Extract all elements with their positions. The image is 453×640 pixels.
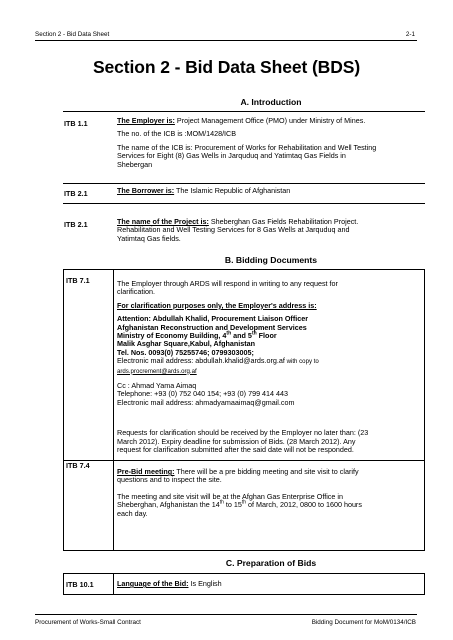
email-line xyxy=(117,357,425,366)
section-heading-preparation-of-bids: C. Preparation of Bids xyxy=(225,558,317,568)
icb-number: The no. of the ICB is :MOM/1428/ICB xyxy=(117,129,237,139)
project-line-3: Yatimtaq Gas fields. xyxy=(117,233,181,243)
organization-line: Afghanistan Reconstruction and Development Services xyxy=(117,322,307,332)
ordinal-suffix: th xyxy=(226,330,232,337)
icb-name-line-1: The name of the ICB is: Procurement of Works for Rehabilitation and Well Testing xyxy=(117,142,377,152)
cc-telephone-line: Telephone: +93 (0) 752 040 154; +93 (0) 799 414 443 xyxy=(117,389,289,399)
language-value: Is English xyxy=(188,579,222,588)
itb-7-1-text xyxy=(117,280,425,455)
clarification-heading: For clarification purposes only, the Employer's address is: xyxy=(117,300,317,310)
section-heading-bidding-documents: B. Bidding Documents xyxy=(224,255,318,265)
table-column-divider xyxy=(113,573,114,595)
itb-1-1-label: ITB 1.1 xyxy=(64,119,88,128)
borrower-label: The Borrower is: xyxy=(117,186,175,195)
itb-7-4-text xyxy=(117,468,425,518)
icb-name-line-3: Shebergan xyxy=(117,159,153,169)
section-heading-introduction: A. Introduction xyxy=(240,97,302,107)
project-value: Sheberghan Gas Fields Rehabilitation Project. xyxy=(208,217,359,226)
meeting-line-1: The meeting and site visit will be at the Afghan Gas Enterprise Office in xyxy=(117,491,343,501)
ordinal-suffix: th xyxy=(241,499,247,506)
ordinal-suffix: th xyxy=(251,330,257,337)
itb-7-1-label: ITB 7.1 xyxy=(66,276,90,285)
itb-2-1-label: ITB 2.1 xyxy=(64,189,88,198)
meeting-line-2 xyxy=(117,501,425,509)
prebid-label: Pre-Bid meeting: xyxy=(117,467,175,476)
deadline-line-2: March 2012). Expiry deadline for submission of Bids. (28 March 2012). Any xyxy=(117,436,356,446)
table-rule xyxy=(63,183,425,184)
cc-line: Cc : Ahmad Yama Aimaq xyxy=(117,381,197,391)
prebid-value: There will be a pre bidding meeting and site visit to clarify xyxy=(174,467,359,476)
page-number: 2-1 xyxy=(405,31,415,38)
table-rule xyxy=(63,460,425,461)
ministry-text: Ministry of Economy Building, 4 xyxy=(117,331,227,341)
footer-right: Bidding Document for MoM/0134/ICB xyxy=(311,619,416,626)
borrower-value: The Islamic Republic of Afghanistan xyxy=(174,186,291,195)
page-title: Section 2 - Bid Data Sheet (BDS) xyxy=(92,57,361,77)
response-line-1: The Employer through ARDS will respond in writing to any request for xyxy=(117,279,338,288)
header-rule xyxy=(35,40,417,41)
telephone-line: Tel. Nos. 0093(0) 75255746; 0799303005; xyxy=(117,347,254,357)
procurement-email-link[interactable]: ards.procrement@ards.org.af xyxy=(117,367,197,375)
employer-label: The Employer is: xyxy=(117,116,175,125)
deadline-line-1: Requests for clarification should be received by the Employer no later than: (23 xyxy=(117,428,369,438)
meeting-line-3: each day. xyxy=(117,508,148,518)
email-text: Electronic mail address: abdullah.khalid@ards.org.af xyxy=(117,356,285,366)
itb-10-1-text xyxy=(117,580,425,588)
cc-email-line: Electronic mail address: ahmadyamaaimaq@gmail.com xyxy=(117,397,295,407)
response-line-2: clarification. xyxy=(117,287,155,297)
project-label: The name of the Project is: xyxy=(117,217,209,226)
meeting-text: to 15 xyxy=(223,500,242,510)
table-column-divider xyxy=(113,269,114,551)
icb-name-line-2: Services for Eight (8) Gas Wells in Jarquduq and Yatimtaq Gas Fields in xyxy=(117,151,346,161)
copy-to-text: with copy to xyxy=(284,358,319,366)
project-line-2: Rehabilitation and Well Testing Services for 8 Gas Wells at Jarquduq and xyxy=(117,225,350,235)
attention-line: Attention: Abdullah Khalid, Procurement Liaison Officer xyxy=(117,314,309,324)
prebid-line-2: questions and to inspect the site. xyxy=(117,475,222,485)
ministry-text: and 5 xyxy=(231,331,252,341)
table-rule xyxy=(63,111,425,112)
footer-rule xyxy=(35,614,417,615)
itb-2-1-borrower-text xyxy=(117,187,425,195)
employer-value: Project Management Office (PMO) under Ministry of Mines. xyxy=(174,116,366,125)
ordinal-suffix: th xyxy=(219,499,224,506)
table-rule xyxy=(63,203,425,204)
deadline-line-3: request for clarification submitted after the said date will not be responded. xyxy=(117,445,354,455)
itb-1-1-text xyxy=(117,117,425,169)
itb-7-4-label: ITB 7.4 xyxy=(66,461,90,470)
itb-2-1b-label: ITB 2.1 xyxy=(64,220,88,229)
footer-left: Procurement of Works-Small Contract xyxy=(35,619,141,626)
itb-2-1-project-text xyxy=(117,218,425,243)
meeting-text: Sheberghan, Afghanistan the 14 xyxy=(117,500,220,510)
page-header-left: Section 2 - Bid Data Sheet xyxy=(35,31,110,38)
itb-10-1-label: ITB 10.1 xyxy=(66,580,94,589)
language-label: Language of the Bid: xyxy=(117,579,189,588)
street-line: Malik Asghar Square,Kabul, Afghanistan xyxy=(117,339,256,349)
meeting-text: of March, 2012, 0800 to 1600 hours xyxy=(246,500,362,510)
ministry-text: Floor xyxy=(256,331,277,341)
